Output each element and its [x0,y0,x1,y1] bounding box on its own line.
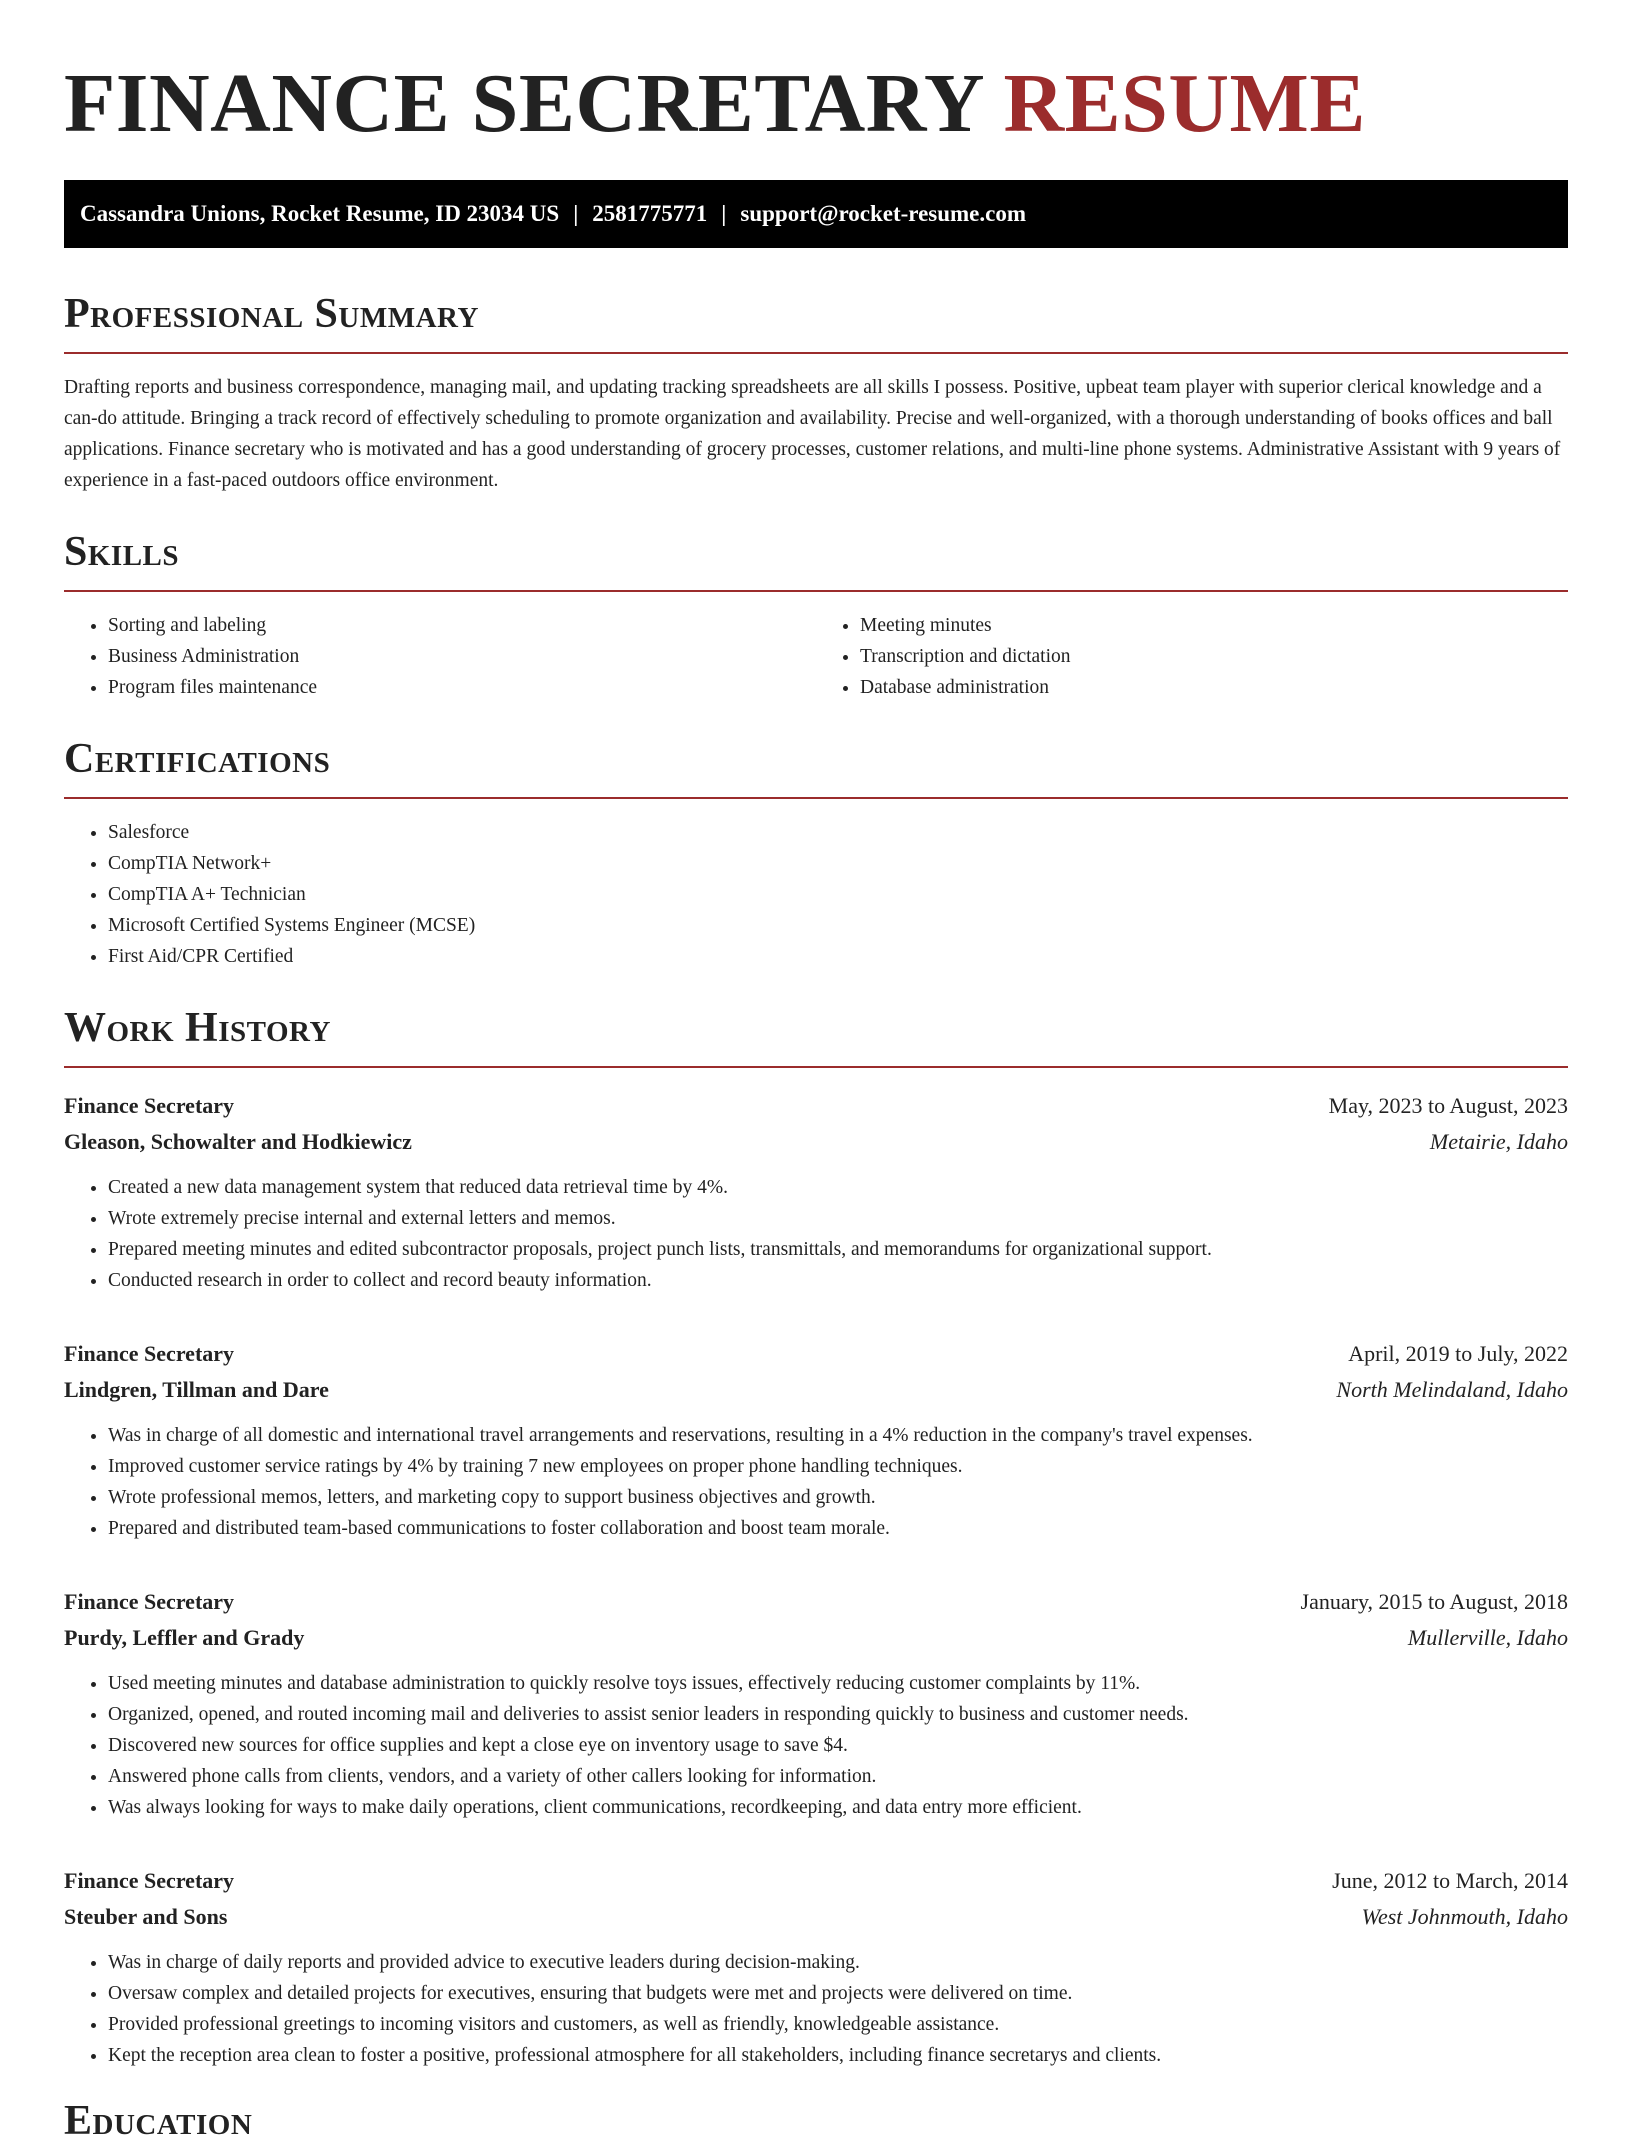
job-duty-item: • Improved customer service ratings by 4% by training 7 new employees on proper phone handling techniques. [108,1451,1568,1482]
job-duty-item: • Was in charge of all domestic and international travel arrangements and reservations, resulting in a 4% reduction in the company's travel expenses. [108,1420,1568,1451]
skill-item: • Business Administration [108,641,816,672]
job-duty-item: • Created a new data management system that reduced data retrieval time by 4%. [108,1172,1568,1203]
certification-item: • First Aid/CPR Certified [108,941,1568,972]
job-company: Steuber and Sons [64,1904,228,1929]
skill-item: • Database administration [860,672,1568,703]
job-duties-list [64,1947,1568,2071]
section-professional-summary [64,288,1568,496]
job-company-row [64,1124,1568,1160]
job-header-row [64,1336,1568,1372]
job-duties-list [64,1668,1568,1823]
job-entry [64,1088,1568,1296]
contact-phone: 2581775771 [592,201,708,226]
section-certifications [64,733,1568,972]
job-entry [64,1863,1568,2071]
certification-item: • CompTIA A+ Technician [108,879,1568,910]
job-duty-item: • Oversaw complex and detailed projects for executives, ensuring that budgets were met and projects were delivered on time. [108,1978,1568,2009]
job-duty-item: • Wrote extremely precise internal and external letters and memos. [108,1203,1568,1234]
skill-item: • Meeting minutes [860,610,1568,641]
job-entry [64,1336,1568,1544]
job-title: Finance Secretary [64,1868,235,1893]
job-duty-item: • Was in charge of daily reports and provided advice to executive leaders during decision-making. [108,1947,1568,1978]
contact-separator: | [573,201,579,226]
skills-list-left [64,610,816,703]
contact-bar [64,180,1568,248]
section-education [64,2095,1568,2147]
section-heading: Education [64,2098,253,2144]
job-duty-item: • Prepared meeting minutes and edited subcontractor proposals, project punch lists, transmittals, and memorandums for organizational support. [108,1234,1568,1265]
resume-title [64,0,1568,152]
job-location: Metairie, Idaho [1429,1129,1568,1154]
job-company: Lindgren, Tillman and Dare [64,1377,329,1402]
job-company-row [64,1372,1568,1408]
job-duty-item: • Used meeting minutes and database administration to quickly resolve toys issues, effectively reducing customer complaints by 11%. [108,1668,1568,1699]
certifications-list [64,817,1568,972]
certification-item: • Salesforce [108,817,1568,848]
job-header-row [64,1088,1568,1124]
job-duty-item: • Kept the reception area clean to foster a positive, professional atmosphere for all stakeholders, including finance secretarys and clients. [108,2040,1568,2071]
job-header-row [64,1863,1568,1899]
skills-list-right [816,610,1568,703]
job-title: Finance Secretary [64,1341,235,1366]
job-dates: June, 2012 to March, 2014 [1332,1868,1568,1893]
section-work-history [64,1002,1568,2071]
contact-separator: | [721,201,727,226]
job-duty-item: • Answered phone calls from clients, vendors, and a variety of other callers looking for information. [108,1761,1568,1792]
job-duty-item: • Wrote professional memos, letters, and marketing copy to support business objectives and growth. [108,1482,1568,1513]
contact-email[interactable]: support@rocket-resume.com [740,201,1027,226]
certification-item: • CompTIA Network+ [108,848,1568,879]
certification-item: • Microsoft Certified Systems Engineer (MCSE) [108,910,1568,941]
job-duty-item: • Discovered new sources for office supplies and kept a close eye on inventory usage to save $4. [108,1730,1568,1761]
job-duty-item: • Prepared and distributed team-based communications to foster collaboration and boost team morale. [108,1513,1568,1544]
job-company-row [64,1620,1568,1656]
section-heading: Certifications [64,736,331,782]
job-company: Purdy, Leffler and Grady [64,1625,305,1650]
section-heading: Skills [64,529,180,575]
job-duties-list [64,1172,1568,1296]
job-header-row [64,1584,1568,1620]
job-entry [64,1584,1568,1823]
job-duty-item: • Was always looking for ways to make daily operations, client communications, recordkeeping, and data entry more efficient. [108,1792,1568,1823]
contact-address: Cassandra Unions, Rocket Resume, ID 23034 US [80,201,560,226]
skill-item: • Transcription and dictation [860,641,1568,672]
job-duty-item: • Organized, opened, and routed incoming mail and deliveries to assist senior leaders in responding quickly to business and customer needs. [108,1699,1568,1730]
skill-item: • Program files maintenance [108,672,816,703]
job-duty-item: • Conducted research in order to collect and record beauty information. [108,1265,1568,1296]
section-skills [64,526,1568,703]
job-title: Finance Secretary [64,1589,235,1614]
job-dates: January, 2015 to August, 2018 [1300,1589,1568,1614]
title-accent: RESUME [1003,57,1366,150]
section-heading: Work History [64,1005,331,1051]
job-dates: April, 2019 to July, 2022 [1348,1341,1568,1366]
job-location: West Johnmouth, Idaho [1361,1904,1568,1929]
section-divider [64,352,1568,354]
section-divider [64,1066,1568,1068]
section-heading: Professional Summary [64,291,479,337]
section-divider [64,797,1568,799]
job-company: Gleason, Schowalter and Hodkiewicz [64,1129,412,1154]
job-title: Finance Secretary [64,1093,235,1118]
job-dates: May, 2023 to August, 2023 [1328,1093,1568,1118]
job-location: Mullerville, Idaho [1407,1625,1568,1650]
skills-grid [64,592,1568,703]
job-duty-item: • Provided professional greetings to incoming visitors and customers, as well as friendly, knowledgeable assistance. [108,2009,1568,2040]
skill-item: • Sorting and labeling [108,610,816,641]
title-main: FINANCE SECRETARY [64,57,982,150]
job-company-row [64,1899,1568,1935]
job-location: North Melindaland, Idaho [1336,1377,1568,1402]
job-duties-list [64,1420,1568,1544]
summary-text: Drafting reports and business correspondence, managing mail, and updating tracking spreadsheets are all skills I possess. Positive, upbeat team player with superior clerical knowledge and a can-do attitude. Bringing a track record of effectively scheduling to promote organization and availability. Precise and well-organized, with a thorough understanding of books offices and ball applications. Finance secretary who is motivated and has a good understanding of grocery processes, customer relations, and multi-line phone systems. Administrative Assistant with 9 years of experience in a fast-paced outdoors office environment. [64,377,1561,491]
